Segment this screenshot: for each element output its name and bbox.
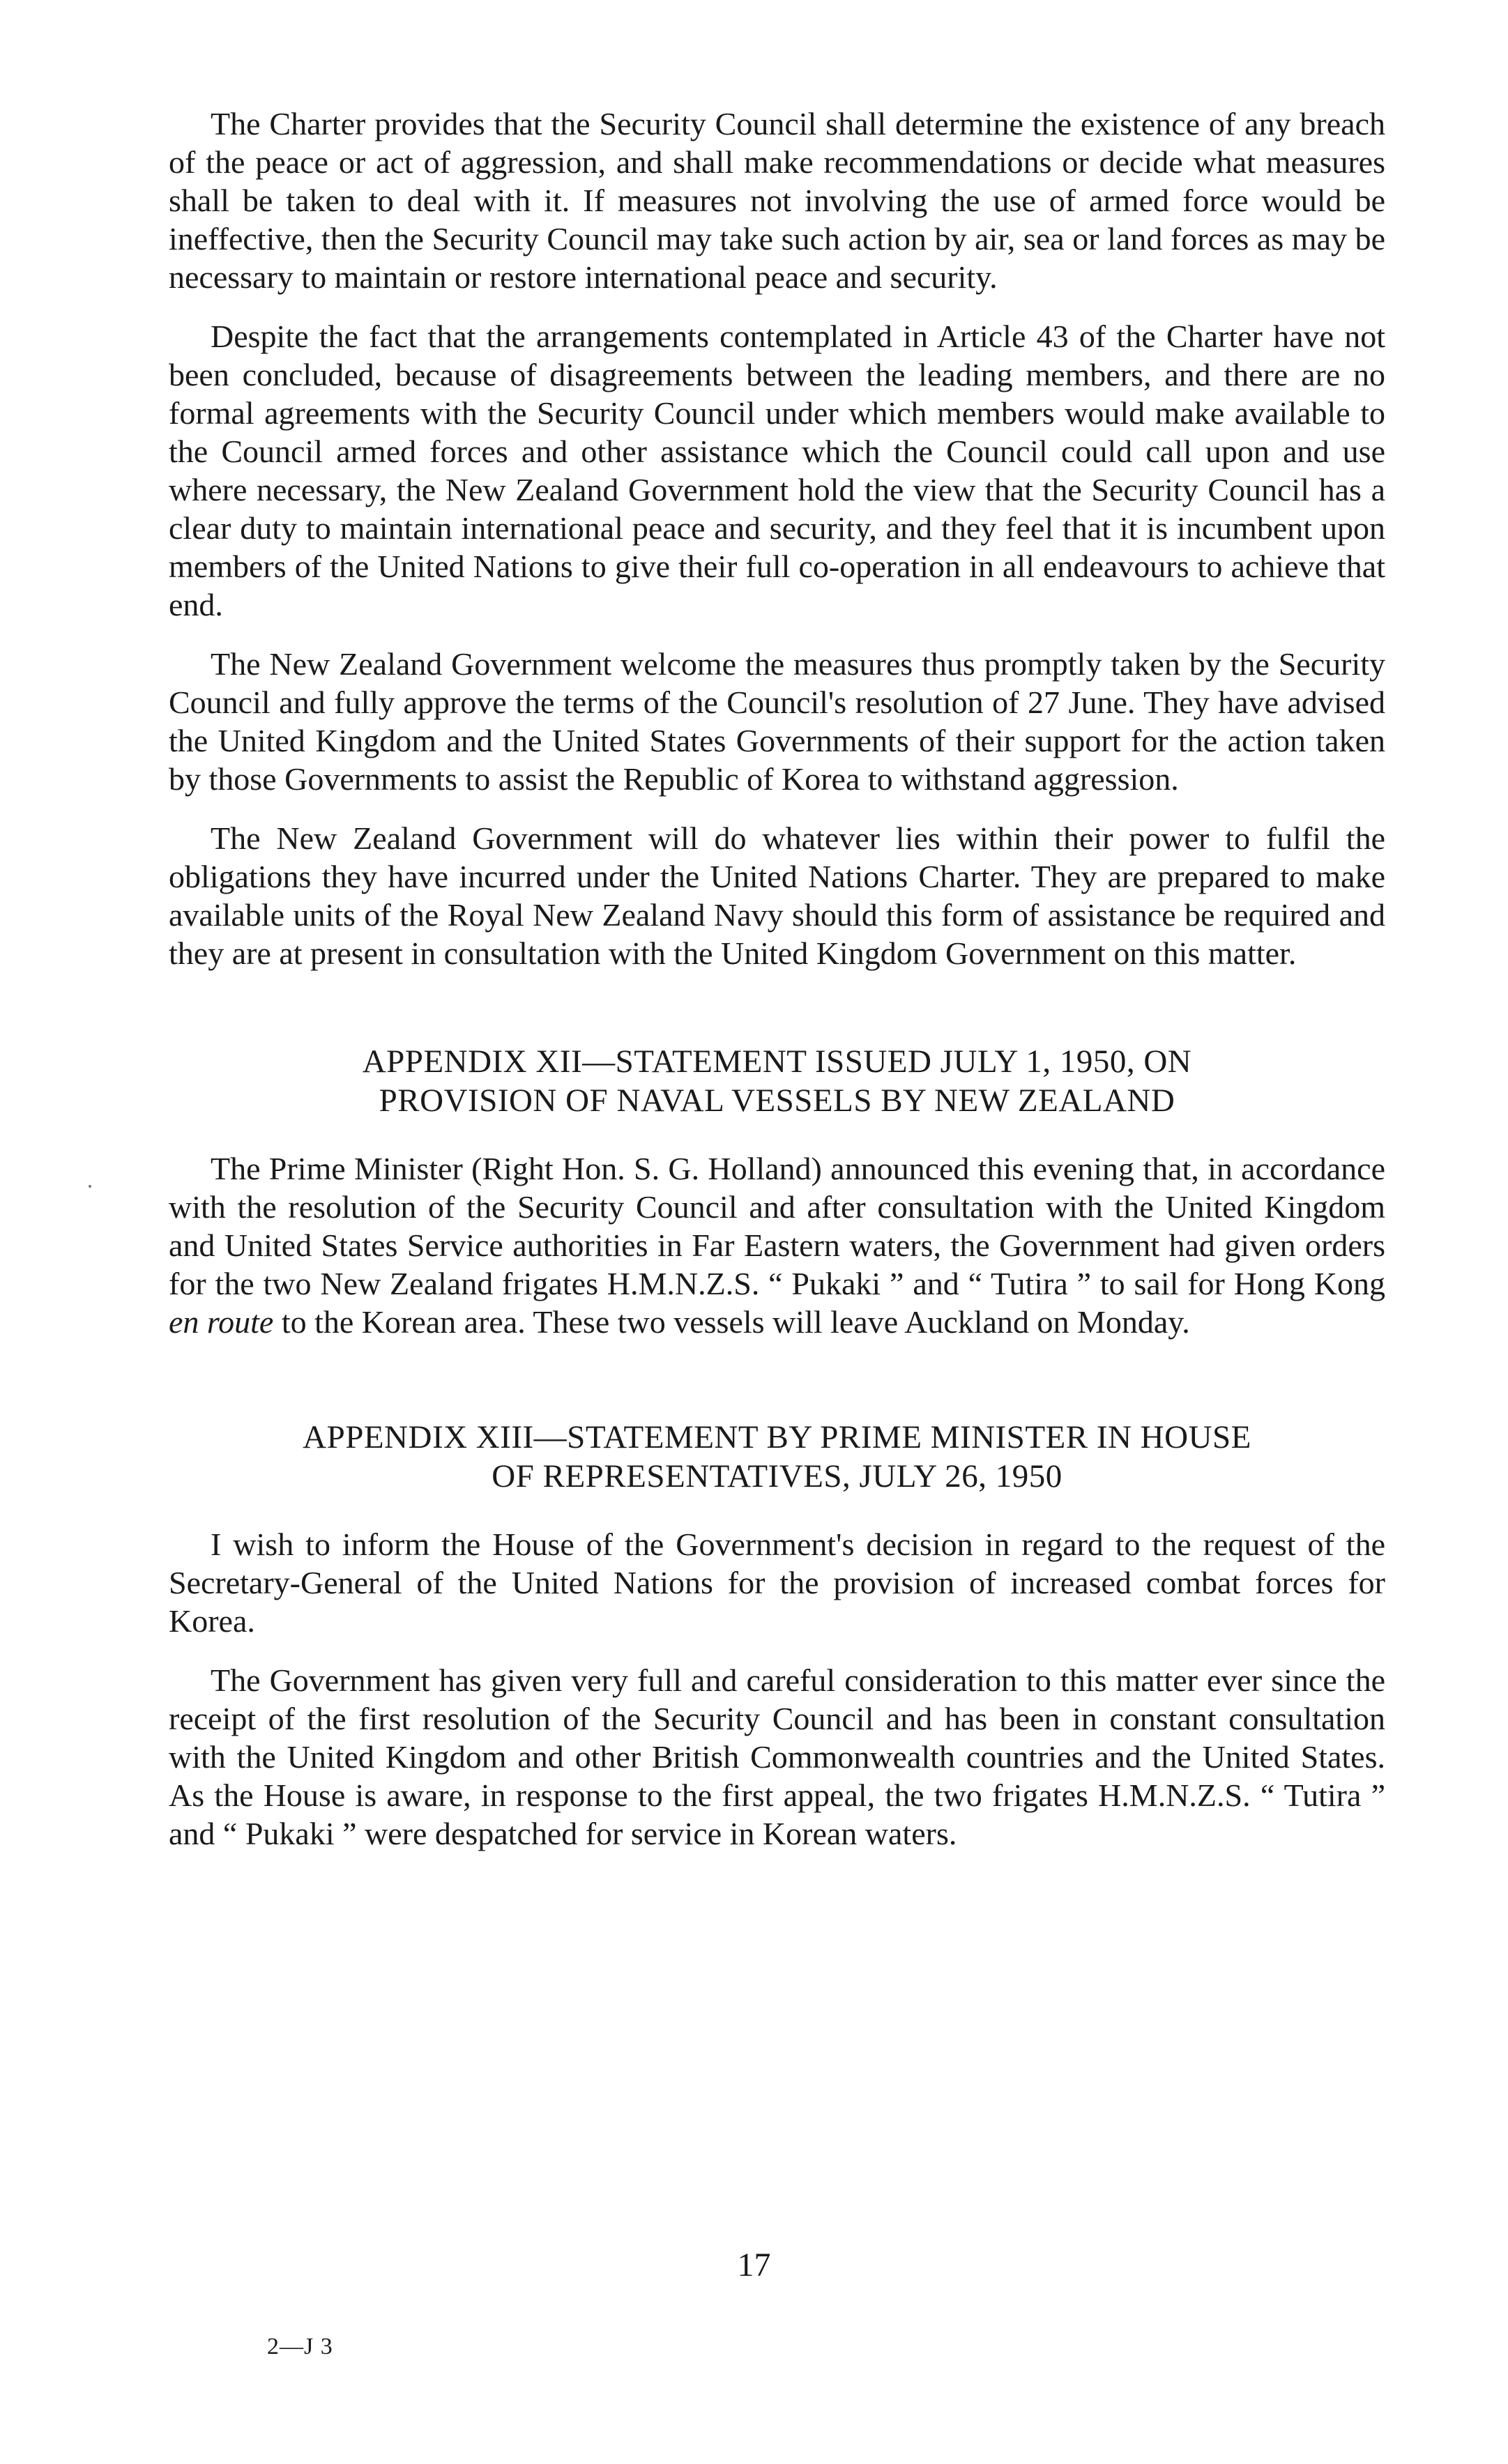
heading-line: APPENDIX XII—STATEMENT ISSUED JULY 1, 1950, ON: [362, 1043, 1192, 1080]
appendix-xii-heading: [169, 1042, 1385, 1120]
text-run: The Prime Minister (Right Hon. S. G. Holland) announced this evening that, in accordance with the resolution of the Security Council and after consultation with the United Kingdom and United States Service authorities in Far Eastern waters, the Government had given orders for the two New Zealand frigates H.M.N.Z.S. “ Pukaki ” and “ Tutira ” to sail for Hong Kong: [169, 1151, 1385, 1301]
body-paragraph: The Charter provides that the Security Council shall determine the existence of any breach of the peace or act of aggression, and shall make recommendations or decide what measures shall be taken to deal with it. If measures not involving the use of armed force would be ineffective, then the Security Council may take such action by air, sea or land forces as may be necessary to maintain or restore international peace and security.: [169, 106, 1385, 295]
page-number: 17: [737, 2247, 771, 2283]
italic-phrase: en route: [169, 1304, 274, 1340]
appendix-xiii-paragraph: The Government has given very full and careful consideration to this matter ever since the receipt of the first resolution of the Security Council and has been in constant consultation with the United Kingdom and other British Commonwealth countries and the United States. As the House is aware, in response to the first appeal, the two frigates H.M.N.Z.S. “ Tutira ” and “ Pukaki ” were despatched for service in Korean waters.: [169, 1662, 1385, 1851]
body-paragraph: The New Zealand Government welcome the measures thus promptly taken by the Security Council and fully approve the terms of the Council's resolution of 27 June. They have advised the United Kingdom and the United States Governments of their support for the action taken by those Governments to assist the Republic of Korea to withstand aggression.: [169, 646, 1385, 797]
text-run: to the Korean area. These two vessels will leave Auckland on Monday.: [273, 1304, 1190, 1340]
body-paragraph: Despite the fact that the arrangements contemplated in Article 43 of the Charter have not been concluded, because of disagreements between the leading members, and there are no formal agreements with the Security Council under which members would make available to the Council armed forces and other assistance which the Council could call upon and use where necessary, the New Zealand Government hold the view that the Security Council has a clear duty to maintain international peace and security, and they feel that it is incumbent upon members of the United Nations to give their full co-operation in all endeavours to achieve that end.: [169, 319, 1385, 622]
margin-mark: [89, 1185, 91, 1188]
appendix-xii-paragraph: [169, 1149, 1385, 1341]
appendix-xiii-paragraph: I wish to inform the House of the Government's decision in regard to the request of the Secretary-General of the United Nations for the provision of increased combat forces for Korea.: [169, 1526, 1385, 1639]
appendix-xiii-heading: [169, 1418, 1385, 1496]
document-page: [169, 105, 1385, 1874]
heading-line: APPENDIX XIII—STATEMENT BY PRIME MINISTER IN HOUSE: [303, 1419, 1251, 1455]
printer-signature: 2—J 3: [267, 2334, 333, 2359]
heading-line: OF REPRESENTATIVES, JULY 26, 1950: [492, 1458, 1063, 1494]
body-paragraph: The New Zealand Government will do whatever lies within their power to fulfil the obligations they have incurred under the United Nations Charter. They are prepared to make available units of the Royal New Zealand Navy should this form of assistance be required and they are at present in consultation with the United Kingdom Government on this matter.: [169, 820, 1385, 971]
heading-line: PROVISION OF NAVAL VESSELS BY NEW ZEALAND: [379, 1082, 1175, 1119]
